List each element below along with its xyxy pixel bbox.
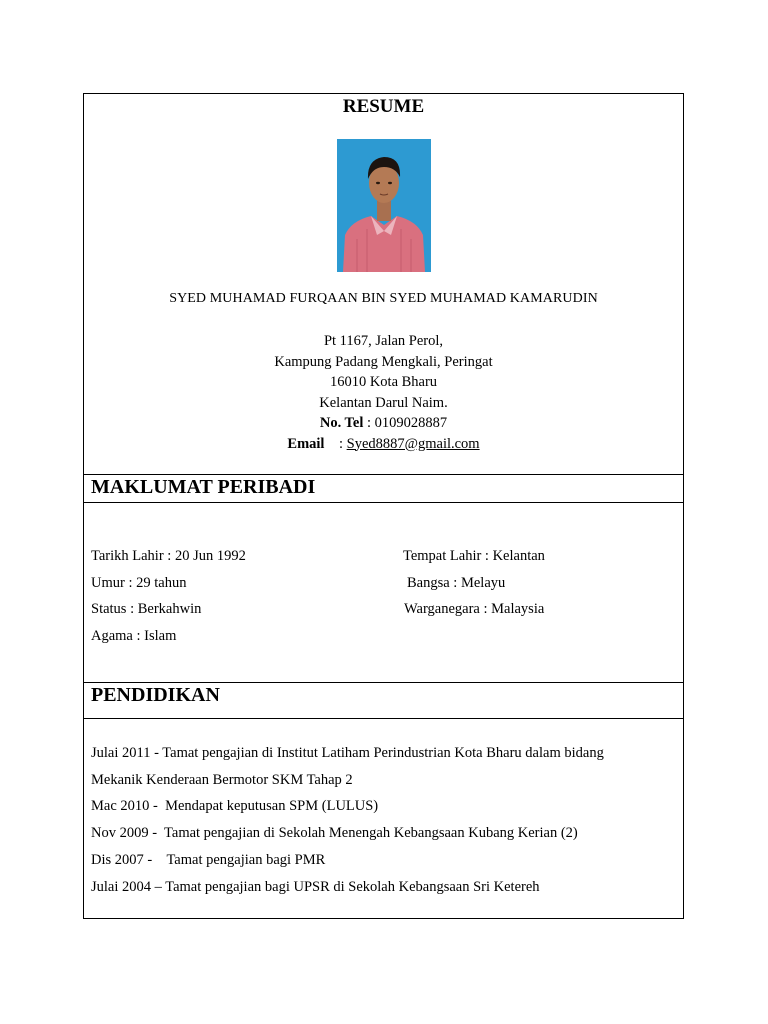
- email-link[interactable]: Syed8887@gmail.com: [346, 435, 480, 452]
- resume-title: RESUME: [342, 96, 425, 117]
- education-line-4: Nov 2009 - Tamat pengajian di Sekolah Menengah Kebangsaan Kubang Kerian (2): [91, 825, 578, 841]
- email-line: [84, 434, 683, 455]
- section-education-header: [84, 682, 683, 719]
- race: Bangsa : Melayu: [407, 575, 506, 591]
- address-line-4: Kelantan Darul Naim.: [319, 394, 448, 411]
- marital-status: Status : Berkahwin: [91, 601, 202, 617]
- contact-block: [84, 331, 683, 454]
- profile-photo: [337, 139, 431, 272]
- birth-place: Tempat Lahir : Kelantan: [403, 548, 545, 564]
- phone-line: [84, 413, 683, 434]
- section-personal-header: [84, 474, 683, 503]
- email-label: Email: [287, 435, 325, 452]
- address-line-3: 16010 Kota Bharu: [329, 374, 438, 390]
- religion: Agama : Islam: [91, 628, 177, 644]
- section-education-title: PENDIDIKAN: [91, 684, 220, 706]
- education-line-2: Mekanik Kenderaan Bermotor SKM Tahap 2: [91, 772, 353, 788]
- education-line-3: Mac 2010 - Mendapat keputusan SPM (LULUS): [91, 798, 379, 814]
- phone-value: : 0109028887: [363, 415, 448, 431]
- email-separator: :: [324, 435, 347, 452]
- resume-frame: [83, 93, 684, 919]
- profile-photo-graphic: [337, 139, 431, 272]
- phone-label: No. Tel: [319, 415, 364, 431]
- education-line-1: Julai 2011 - Tamat pengajian di Institut Latiham Perindustrian Kota Bharu dalam bidang: [91, 745, 604, 761]
- address-line-1: Pt 1167, Jalan Perol,: [323, 333, 444, 349]
- birth-date: Tarikh Lahir : 20 Jun 1992: [91, 548, 246, 564]
- section-personal-title: MAKLUMAT PERIBADI: [91, 476, 316, 498]
- age: Umur : 29 tahun: [91, 575, 187, 591]
- full-name: SYED MUHAMAD FURQAAN BIN SYED MUHAMAD KAMARUDIN: [169, 291, 598, 306]
- address-line-2: Kampung Padang Mengkali, Peringat: [274, 353, 493, 370]
- education-line-6: Julai 2004 – Tamat pengajian bagi UPSR di Sekolah Kebangsaan Sri Ketereh: [91, 879, 540, 895]
- citizenship: Warganegara : Malaysia: [404, 601, 545, 617]
- education-line-5: Dis 2007 - Tamat pengajian bagi PMR: [91, 852, 326, 868]
